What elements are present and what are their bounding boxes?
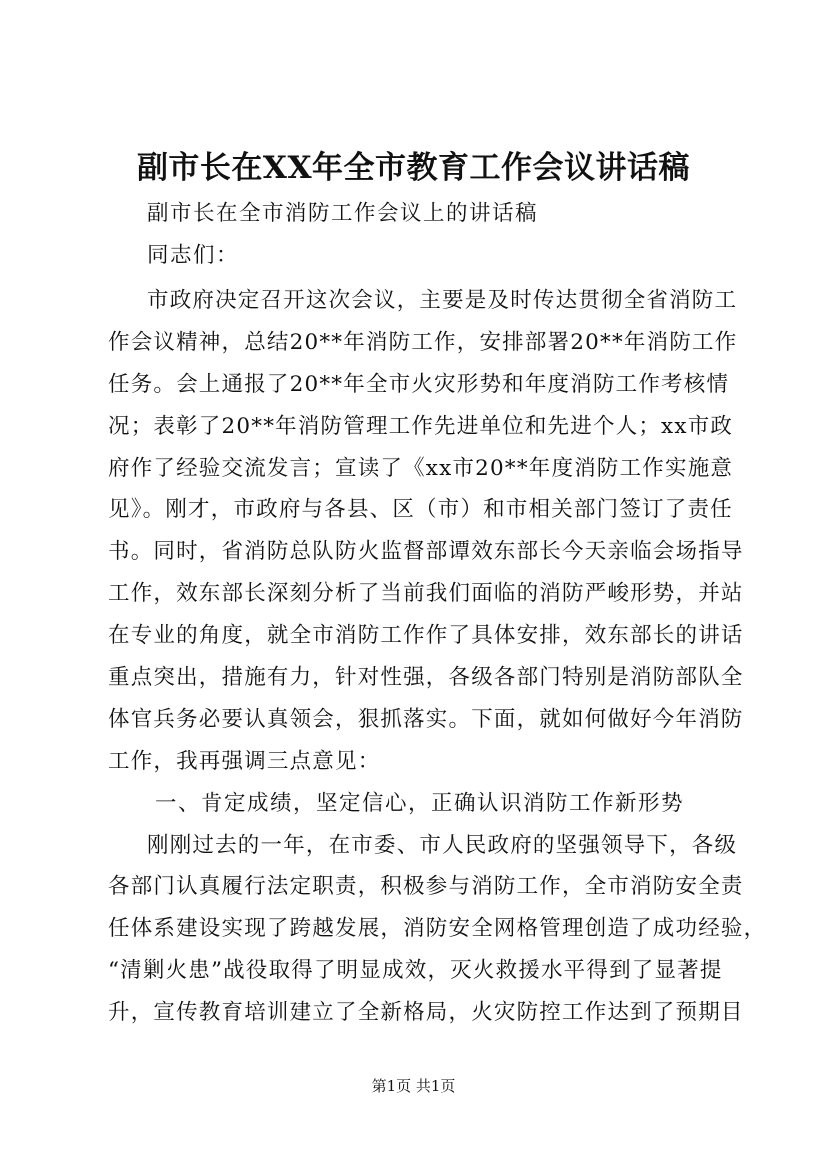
body-line: 在专业的角度，就全市消防工作作了具体安排，效东部长的讲话 xyxy=(108,623,744,649)
page-footer: 第1页 共1页 xyxy=(371,1077,456,1095)
document-subtitle: 副市长在全市消防工作会议上的讲话稿 xyxy=(147,201,539,226)
body-line: 刚刚过去的一年，在市委、市人民政府的坚强领导下，各级 xyxy=(147,832,738,858)
body-line: 况；表彰了20**年消防管理工作先进单位和先进个人；xx市政 xyxy=(108,413,734,439)
body-line: 作会议精神，总结20**年消防工作，安排部署20**年消防工作 xyxy=(108,329,738,355)
body-line: 工作，效东部长深刻分析了当前我们面临的消防严峻形势，并站 xyxy=(108,581,744,607)
body-line: 升，宣传教育培训建立了全新格局，火灾防控工作达到了预期目 xyxy=(108,1000,744,1026)
body-line: 见》。刚才，市政府与各县、区（市）和市相关部门签订了责任 xyxy=(108,497,733,523)
body-text xyxy=(108,280,767,1034)
body-line: 各部门认真履行法定职责，积极参与消防工作，全市消防安全责 xyxy=(108,874,744,900)
document-title: 副市长在XX年全市教育工作会议讲话稿 xyxy=(136,150,691,186)
body-line: 工作，我再强调三点意见： xyxy=(108,748,381,774)
body-line: 书。同时，省消防总队防火监督部谭效东部长今天亲临会场指导 xyxy=(108,539,744,565)
body-line: 市政府决定召开这次会议，主要是及时传达贯彻全省消防工 xyxy=(147,288,738,313)
body-line: “清剿火患”战役取得了明显成效，灭火救援水平得到了显著提 xyxy=(108,958,723,984)
body-line: 任务。会上通报了20**年全市火灾形势和年度消防工作考核情 xyxy=(108,371,730,397)
body-line: 任体系建设实现了跨越发展，消防安全网格管理创造了成功经验， xyxy=(108,916,767,942)
greeting: 同志们： xyxy=(147,243,240,268)
body-line: 府作了经验交流发言；宣读了《xx市20**年度消防工作实施意 xyxy=(108,455,734,481)
section-heading: 一、肯定成绩，坚定信心，正确认识消防工作新形势 xyxy=(155,790,685,816)
body-line: 体官兵务必要认真领会，狠抓落实。下面，就如何做好今年消防 xyxy=(108,706,744,732)
body-line: 重点突出，措施有力，针对性强，各级各部门特别是消防部队全 xyxy=(108,665,744,691)
